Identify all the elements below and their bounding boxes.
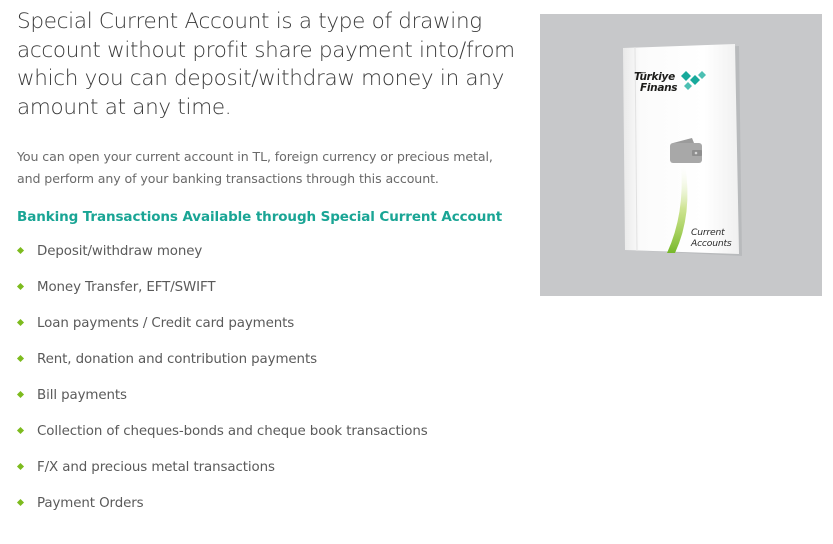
list-item-label: Money Transfer, EFT/SWIFT	[37, 280, 216, 295]
brochure-label-line-2: Accounts	[691, 238, 732, 249]
diamond-bullet-icon	[17, 283, 24, 290]
list-item	[17, 386, 517, 422]
list-item-label: Rent, donation and contribution payments	[37, 352, 317, 367]
logo-line-2: Finans	[640, 82, 678, 94]
list-item-label: F/X and precious metal transactions	[37, 460, 275, 475]
diamond-bullet-icon	[17, 499, 24, 506]
list-item-label: Bill payments	[37, 388, 127, 403]
main-content	[17, 8, 517, 530]
list-item	[17, 242, 517, 278]
diamond-bullet-icon	[17, 391, 24, 398]
transactions-list	[17, 242, 517, 530]
list-item	[17, 350, 517, 386]
list-item-label: Deposit/withdraw money	[37, 244, 203, 259]
list-item	[17, 494, 517, 530]
turkiye-finans-logo-icon	[681, 69, 707, 91]
diamond-bullet-icon	[17, 355, 24, 362]
list-item	[17, 314, 517, 350]
brochure	[621, 44, 745, 259]
page-headline: Special Current Account is a type of drawing account without profit share payment into/from which you can deposit/withdraw money in any amount at any time.	[17, 9, 515, 120]
diamond-bullet-icon	[17, 247, 24, 254]
list-item	[17, 278, 517, 314]
list-item	[17, 422, 517, 458]
section-title: Banking Transactions Available through Special Current Account	[17, 209, 503, 225]
diamond-bullet-icon	[17, 463, 24, 470]
brand-logo	[634, 72, 677, 94]
brochure-label	[691, 227, 731, 249]
wallet-icon	[668, 136, 704, 166]
list-item-label: Loan payments / Credit card payments	[37, 316, 295, 331]
brochure-image	[540, 14, 822, 296]
diamond-bullet-icon	[17, 427, 24, 434]
intro-paragraph: You can open your current account in TL, foreign currency or precious metal, and perform any of your banking transactions through this account.	[17, 149, 493, 186]
logo-line-1: Türkiye	[634, 71, 675, 83]
list-item-label: Payment Orders	[37, 496, 144, 511]
diamond-bullet-icon	[17, 319, 24, 326]
brochure-label-line-1: Current	[691, 227, 725, 238]
list-item-label: Collection of cheques-bonds and cheque book transactions	[37, 424, 428, 439]
list-item	[17, 458, 517, 494]
